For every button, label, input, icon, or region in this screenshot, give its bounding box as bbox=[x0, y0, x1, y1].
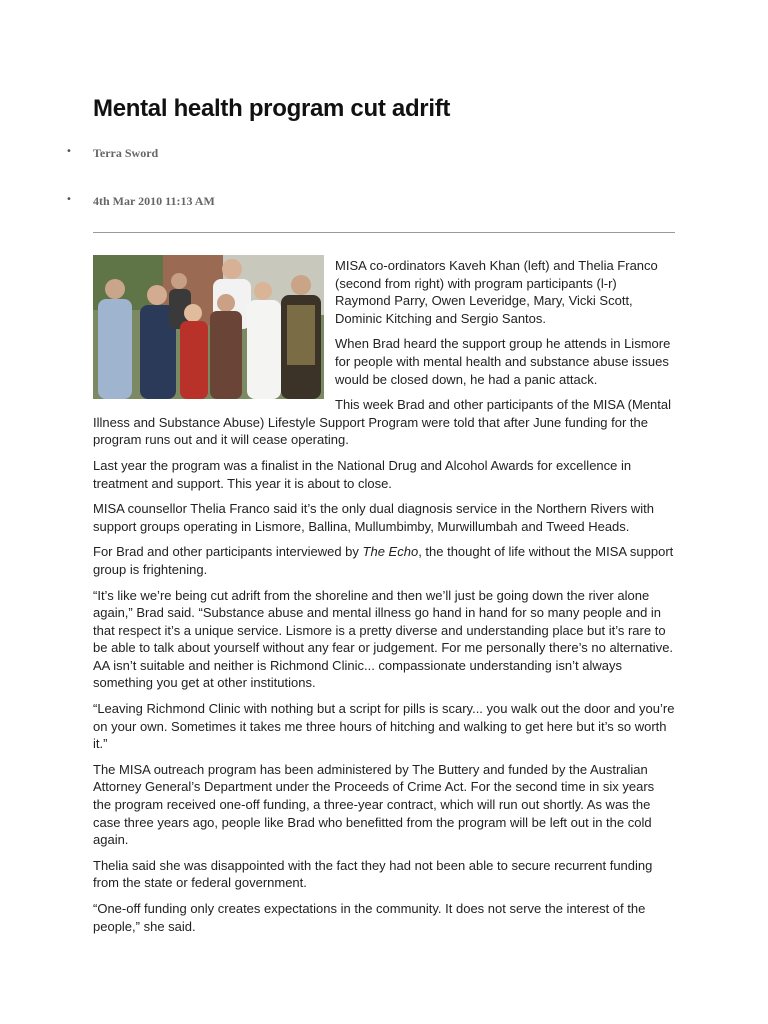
paragraph: When Brad heard the support group he attends in Lismore for people with mental health and substance abuse issues would be closed down, he had a panic attack. bbox=[335, 336, 671, 387]
paragraph bbox=[93, 543, 675, 578]
paragraph-text: For Brad and other participants interviewed by bbox=[93, 544, 363, 560]
paragraph: Last year the program was a finalist in the National Drug and Alcohol Awards for excellence in treatment and support. This year it is about to close. bbox=[93, 457, 632, 491]
group-photo bbox=[93, 255, 324, 399]
article-body bbox=[93, 233, 675, 935]
paragraph: The MISA outreach program has been administered by The Buttery and funded by the Australian Attorney General’s Department under the Proceeds of Crime Act. For the second time in six years the program received one-off funding, a three-year contract, which will run out shortly. As was the case three years ago, people like Brad who benefitted from the program will be left out in the cold again. bbox=[93, 761, 655, 848]
group-photo-image bbox=[93, 255, 324, 399]
bullet-icon: • bbox=[66, 194, 72, 205]
article-title: Mental health program cut adrift bbox=[93, 95, 451, 122]
author-name: Terra Sword bbox=[93, 146, 159, 160]
publish-date bbox=[66, 194, 675, 208]
article bbox=[66, 92, 675, 943]
paragraph: MISA counsellor Thelia Franco said it’s the only dual diagnosis service in the Northern Rivers with support groups operating in Lismore, Ballina, Mullumbimby, Murwillumbah and Tweed Heads. bbox=[93, 501, 654, 534]
paragraph: “One-off funding only creates expectations in the community. It does not serve the interest of the people,” she said. bbox=[93, 901, 646, 934]
publication-name: The Echo bbox=[362, 544, 419, 560]
paragraph: This week Brad and other participants of the MISA (Mental Illness and Substance Abuse) Lifestyle Support Program were told that after June funding for the program runs out and it will cease operating. bbox=[93, 397, 672, 448]
author-byline bbox=[66, 146, 675, 160]
bullet-icon: • bbox=[66, 146, 72, 157]
paragraph: “It’s like we’re being cut adrift from the shoreline and then we’ll just be going down the river alone again,” Brad said. “Substance abuse and mental illness go hand in hand for so many people and in that respect it’s a unique service. Lismore is a pretty diverse and understanding place but it’s rare to be able to talk about yourself without any fear or judgement. For me personally there’s no alternative. AA isn’t suitable and neither is Richmond Clinic... compassionate understanding isn’t always something you get at other institutions. bbox=[93, 587, 674, 691]
paragraph: “Leaving Richmond Clinic with nothing but a script for pills is scary... you walk out the door and you’re on your own. Sometimes it takes me three hours of hitching and walking to get here but it’s so worth it.” bbox=[93, 701, 675, 752]
article-meta bbox=[66, 146, 675, 208]
paragraph: Thelia said she was disappointed with the fact they had not been able to secure recurrent funding from the state or federal government. bbox=[93, 857, 653, 891]
paragraph-text: , the thought of life without the MISA support group is frightening. bbox=[93, 544, 674, 577]
photo-caption: MISA co-ordinators Kaveh Khan (left) and Thelia Franco (second from right) with program participants (l-r) Raymond Parry, Owen Leveridge, Mary, Vicki Scott, Dominic Kitching and Sergio Santos. bbox=[335, 258, 658, 326]
publish-date-text: 4th Mar 2010 11:13 AM bbox=[93, 194, 215, 208]
